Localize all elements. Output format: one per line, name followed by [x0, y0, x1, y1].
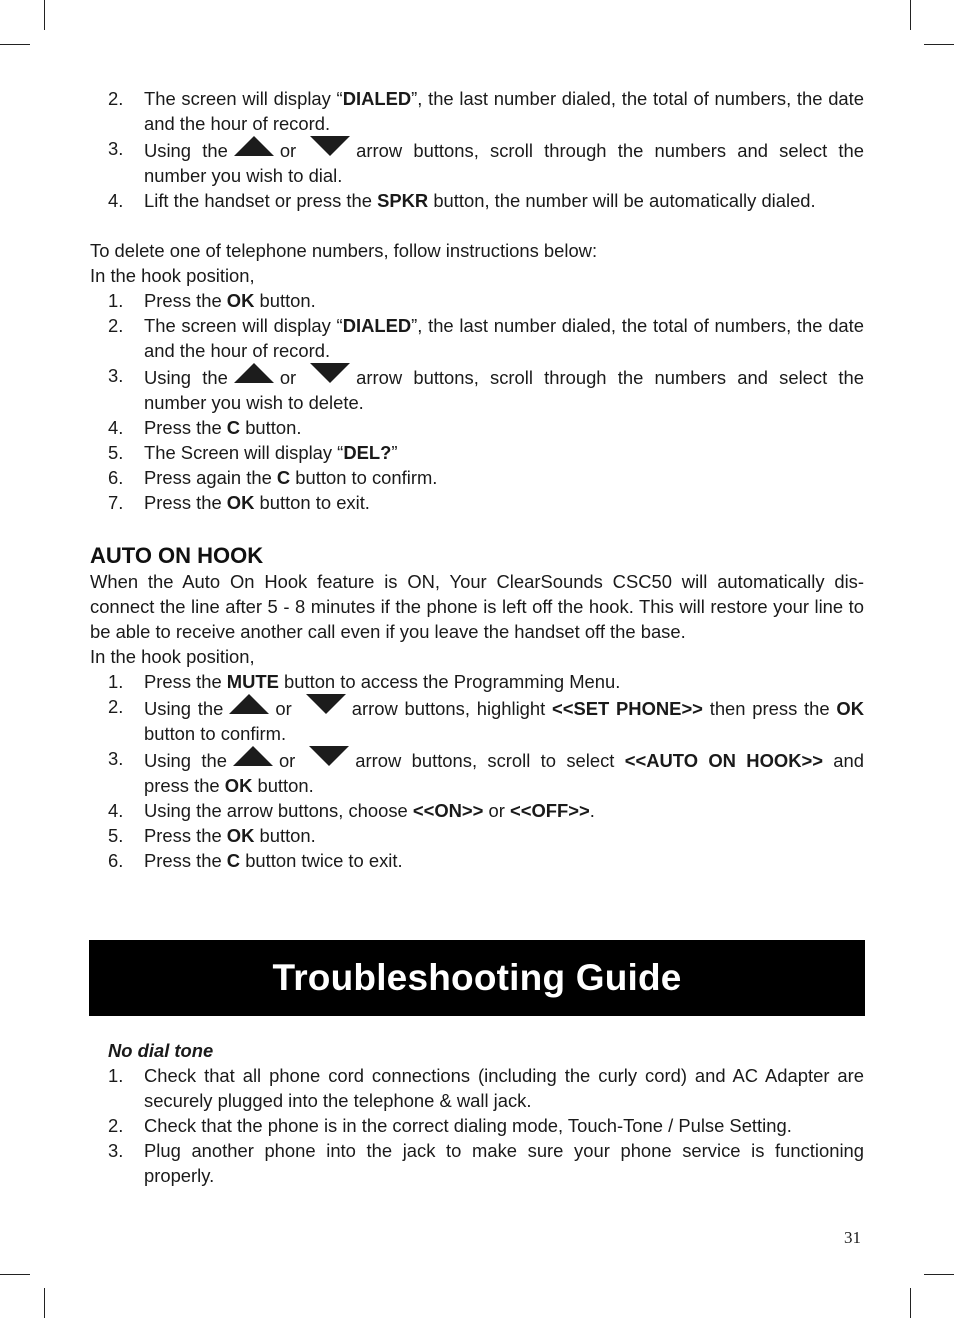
step-text: or: [279, 367, 297, 388]
step-text: Press the: [144, 850, 227, 871]
step-text: ”, the last number dialed, the total of numbers, the date and the hour of record.: [144, 315, 864, 361]
crop-mark: [44, 1288, 45, 1318]
step-text: button to confirm.: [290, 467, 438, 488]
list-item: [90, 415, 864, 440]
step-number: 1.: [108, 1065, 124, 1086]
up-arrow-icon: [233, 746, 273, 766]
step-number: 3.: [108, 748, 124, 769]
page-number: 31: [844, 1228, 861, 1247]
up-arrow-icon: [234, 136, 274, 156]
step-text: ”: [391, 442, 398, 463]
list-item: [90, 490, 864, 515]
step-keyword: DEL?: [343, 442, 392, 463]
step-text: or: [483, 800, 510, 821]
step-keyword: <<ON>>: [412, 800, 484, 821]
step-text: button.: [240, 417, 302, 438]
step-number: 3.: [108, 138, 124, 159]
troubleshooting-banner: [89, 940, 865, 1016]
step-keyword: OK: [836, 698, 864, 719]
list-item: [90, 136, 864, 188]
step-number: 3.: [108, 1140, 124, 1161]
step-number: 2.: [108, 696, 124, 717]
list-item: [90, 669, 864, 694]
step-text: ”, the last number dialed, the total of numbers, the date and the hour of record.: [144, 88, 864, 134]
hook-position-note: In the hook position,: [90, 265, 255, 286]
step-text: or: [278, 750, 296, 771]
section-title: AUTO ON HOOK: [90, 543, 264, 568]
auto-hook-steps-list: [90, 669, 864, 873]
step-text: Using the arrow buttons, choose: [144, 800, 413, 821]
down-arrow-icon: [310, 363, 350, 383]
list-item: [90, 694, 864, 746]
list-item: [90, 288, 864, 313]
step-text: Press the: [144, 290, 227, 311]
step-text: button.: [254, 825, 316, 846]
step-number: 3.: [108, 365, 124, 386]
up-arrow-icon: [229, 694, 269, 714]
step-text: Using the: [144, 367, 228, 388]
step-keyword: <<OFF>>: [509, 800, 590, 821]
step-number: 6.: [108, 467, 124, 488]
step-text: Using the: [144, 698, 224, 719]
step-text: or: [279, 140, 297, 161]
step-text: arrow buttons, scroll through the numbers and select the number you wish to delete.: [144, 367, 864, 413]
step-keyword: OK: [224, 775, 253, 796]
no-dial-tone-steps: [90, 1063, 864, 1188]
step-text: button to access the Programming Menu.: [278, 671, 621, 692]
delete-intro: To delete one of telephone numbers, follow instructions below:: [90, 240, 598, 261]
troubleshooting-content: [90, 1038, 864, 1188]
list-item: [90, 188, 864, 213]
step-text: The Screen will display “: [144, 442, 344, 463]
step-text: and press the: [144, 750, 864, 796]
down-arrow-icon: [309, 746, 349, 766]
list-item: [90, 363, 864, 415]
crop-mark: [924, 1274, 954, 1275]
step-keyword: OK: [226, 492, 255, 513]
step-text: button.: [254, 290, 316, 311]
step-keyword: C: [276, 467, 291, 488]
step-number: 6.: [108, 850, 124, 871]
crop-mark: [0, 1274, 30, 1275]
step-number: 4.: [108, 417, 124, 438]
step-number: 4.: [108, 800, 124, 821]
step-text: Check that all phone cord connections (including the curly cord) and AC Adapter are securely plugged into the telephone & wall jack.: [144, 1065, 864, 1111]
step-number: 2.: [108, 1115, 124, 1136]
step-text: The screen will display “: [144, 315, 343, 336]
step-number: 7.: [108, 492, 124, 513]
auto-hook-description: When the Auto On Hook feature is ON, Your ClearSounds CSC50 will automatically dis-connect the line after 5 - 8 minutes if the phone is left off the hook. This will restore your line to be able to receive another call even if you leave the handset off the base.: [90, 571, 864, 642]
delete-steps-list: [90, 288, 864, 515]
list-item: [90, 823, 864, 848]
list-item: [90, 848, 864, 873]
step-text: button to confirm.: [144, 723, 287, 744]
step-text: Check that the phone is in the correct dialing mode, Touch-Tone / Pulse Setting.: [144, 1115, 792, 1136]
crop-mark: [0, 44, 30, 45]
list-item: [90, 1063, 864, 1113]
step-text: Lift the handset or press the: [144, 190, 378, 211]
step-text: button.: [252, 775, 314, 796]
list-item: [90, 313, 864, 363]
step-text: .: [589, 800, 595, 821]
troubleshooting-title: Troubleshooting Guide: [272, 957, 682, 998]
step-keyword: DIALED: [342, 88, 412, 109]
step-keyword: DIALED: [342, 315, 412, 336]
step-text: The screen will display “: [144, 88, 343, 109]
step-text: Press the: [144, 417, 227, 438]
step-text: arrow buttons, highlight: [351, 698, 553, 719]
step-keyword: OK: [226, 825, 255, 846]
down-arrow-icon: [310, 136, 350, 156]
step-keyword: C: [226, 417, 241, 438]
step-text: button, the number will be automatically dialed.: [428, 190, 816, 211]
list-item: [90, 465, 864, 490]
step-keyword: C: [226, 850, 241, 871]
issue-subhead: No dial tone: [108, 1040, 214, 1061]
list-item: [90, 1138, 864, 1188]
step-text: button twice to exit.: [240, 850, 403, 871]
crop-mark: [44, 0, 45, 30]
step-keyword: <<AUTO ON HOOK>>: [624, 750, 823, 771]
step-text: Press the: [144, 825, 227, 846]
step-text: Press again the: [144, 467, 277, 488]
list-item: [90, 86, 864, 136]
up-arrow-icon: [234, 363, 274, 383]
list-item: [90, 746, 864, 798]
step-number: 2.: [108, 315, 124, 336]
list-item: [90, 440, 864, 465]
main-content: [90, 86, 864, 873]
step-text: Using the: [144, 750, 227, 771]
down-arrow-icon: [306, 694, 346, 714]
crop-mark: [910, 0, 911, 30]
step-text: arrow buttons, scroll through the numbers and select the number you wish to dial.: [144, 140, 864, 186]
step-keyword: <<SET PHONE>>: [552, 698, 703, 719]
step-text: button to exit.: [254, 492, 370, 513]
step-text: or: [275, 698, 292, 719]
step-keyword: MUTE: [226, 671, 279, 692]
step-number: 5.: [108, 825, 124, 846]
step-text: arrow buttons, scroll to select: [355, 750, 625, 771]
step-number: 1.: [108, 671, 124, 692]
list-item: [90, 798, 864, 823]
step-keyword: OK: [226, 290, 255, 311]
step-number: 4.: [108, 190, 124, 211]
crop-mark: [924, 44, 954, 45]
dial-steps-list: [90, 86, 864, 213]
step-number: 2.: [108, 88, 124, 109]
step-text: Plug another phone into the jack to make sure your phone service is functioning properly.: [144, 1140, 864, 1186]
step-text: Using the: [144, 140, 228, 161]
step-number: 1.: [108, 290, 124, 311]
step-text: Press the: [144, 671, 227, 692]
step-text: then press the: [702, 698, 837, 719]
list-item: [90, 1113, 864, 1138]
step-keyword: SPKR: [377, 190, 429, 211]
step-number: 5.: [108, 442, 124, 463]
hook-position-note: In the hook position,: [90, 646, 255, 667]
crop-mark: [910, 1288, 911, 1318]
step-text: Press the: [144, 492, 227, 513]
